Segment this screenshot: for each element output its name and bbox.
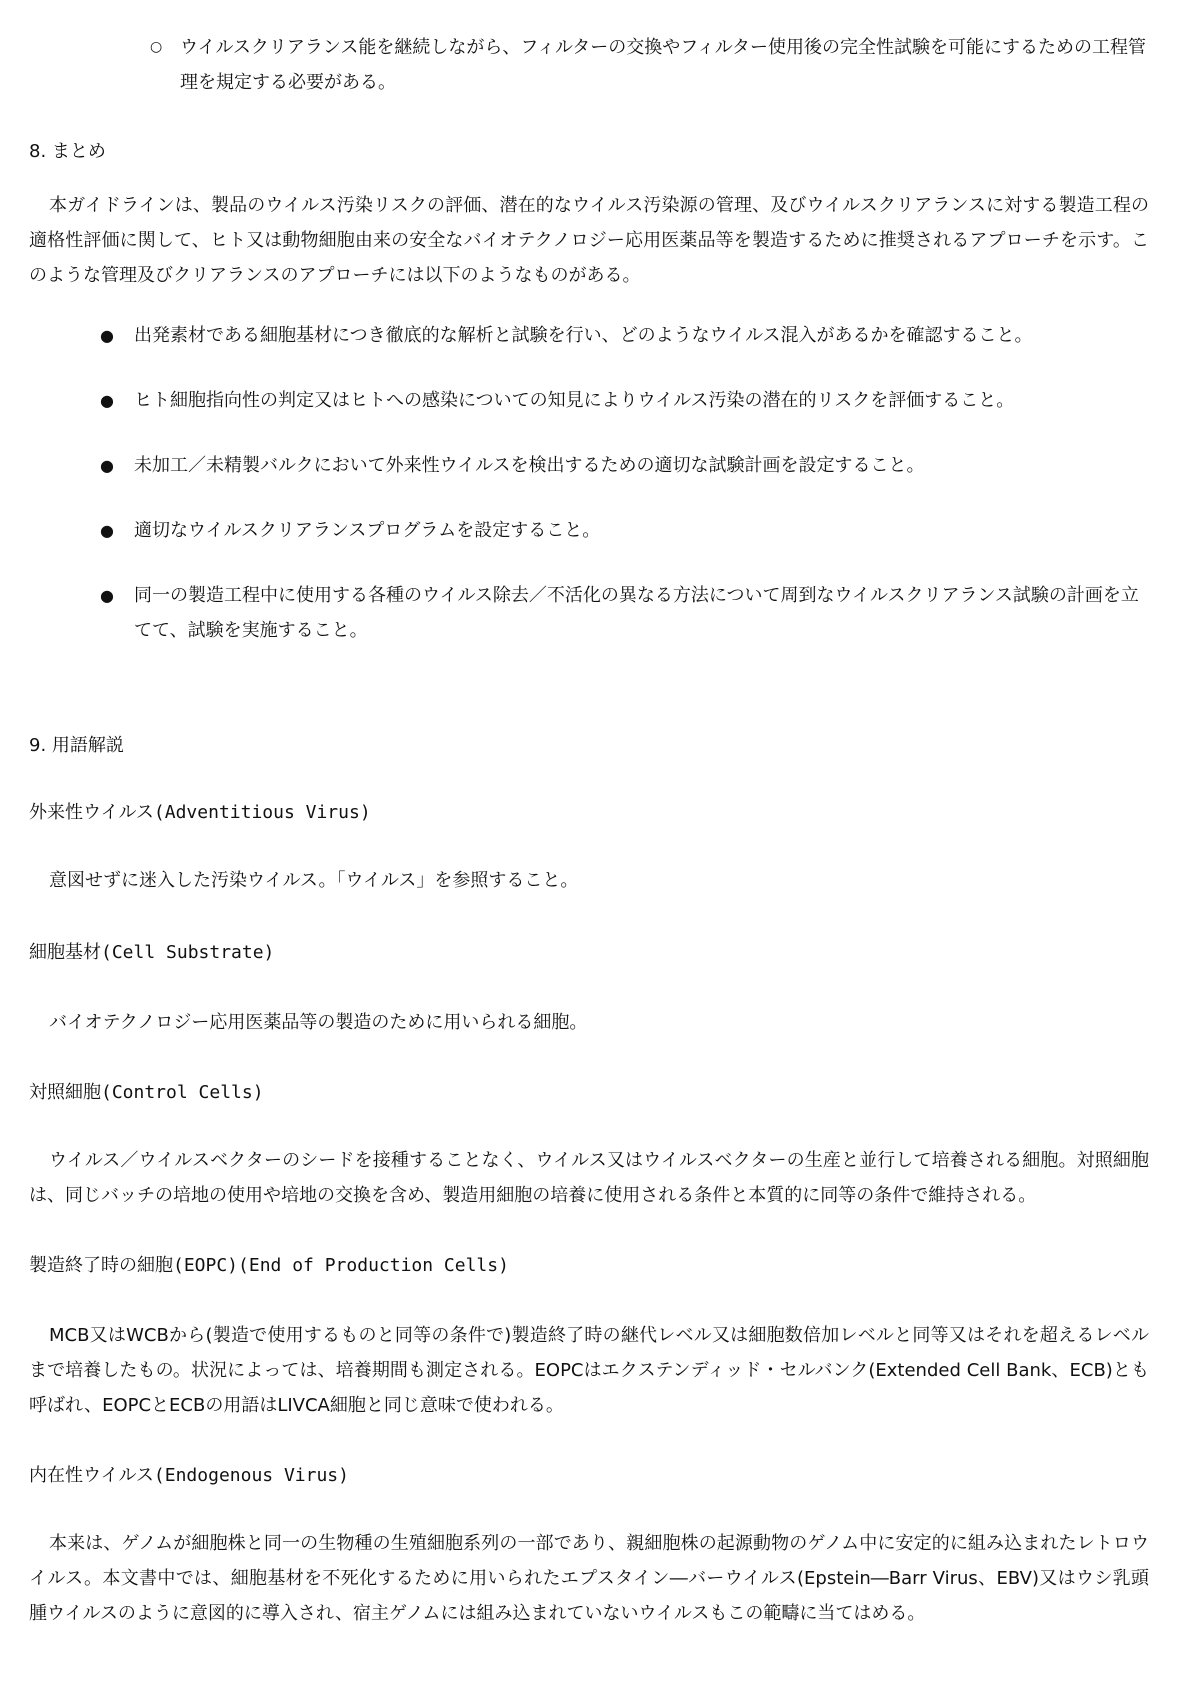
bullet-dot-icon: ● <box>100 391 114 410</box>
bullet-dot-icon: ● <box>100 326 114 345</box>
summary-bullet-text: 未加工／未精製バルクにおいて外来性ウイルスを検出するための適切な試験計画を設定すること。 <box>134 455 925 476</box>
summary-bullet-text: ヒト細胞指向性の判定又はヒトへの感染についての知見によりウイルス汚染の潜在的リスクを評価すること。 <box>134 390 1015 411</box>
summary-bullet-1 <box>100 318 1150 353</box>
term-definition: ウイルス／ウイルスベクターのシードを接種することなく、ウイルス又はウイルスベクターの生産と並行して培養される細胞。対照細胞は、同じバッチの培地の使用や培地の交換を含め、製造用細胞の培養に使用される条件と本質的に同等の条件で維持される。 <box>29 1150 1149 1206</box>
circle-bullet-icon: ○ <box>150 39 163 55</box>
summary-bullet-4 <box>100 513 1150 548</box>
term-definition: MCB又はWCBから(製造で使用するものと同等の条件で)製造終了時の継代レベル又は細胞数倍加レベルと同等又はそれを超えるレベルまで培養したもの。状況によっては、培養期間も測定される。EOPCはエクステンディッド・セルバンク(Extended Cell Bank、ECB)とも呼ばれ、EOPCとECBの用語はLIVCA細胞と同じ意味で使われる。 <box>29 1325 1149 1416</box>
term-definition: 本来は、ゲノムが細胞株と同一の生物種の生殖細胞系列の一部であり、親細胞株の起源動物のゲノム中に安定的に組み込まれたレトロウイルス。本文書中では、細胞基材を不死化するために用いられたエプスタイン―バーウイルス(Epstein―Barr Virus、EBV)又はウシ乳頭腫ウイルスのように意図的に導入され、宿主ゲノムには組み込まれていないウイルスもこの範疇に当てはめる。 <box>29 1533 1149 1624</box>
term-definition: バイオテクノロジー応用医薬品等の製造のために用いられる細胞。 <box>49 1012 588 1033</box>
section-8-heading: 8. まとめ <box>29 141 106 162</box>
summary-bullet-2 <box>100 383 1150 418</box>
section-8-intro: 本ガイドラインは、製品のウイルス汚染リスクの評価、潜在的なウイルス汚染源の管理、及びウイルスクリアランスに対する製造工程の適格性評価に関して、ヒト又は動物細胞由来の安全なバイオテクノロジー応用医薬品等を製造するために推奨されるアプローチを示す。このような管理及びクリアランスのアプローチには以下のようなものがある。 <box>29 195 1149 286</box>
term-title: 細胞基材(Cell Substrate) <box>29 942 275 963</box>
sub-list-item <box>150 30 1150 100</box>
term-title: 内在性ウイルス(Endogenous Virus) <box>29 1465 349 1486</box>
bullet-dot-icon: ● <box>100 586 114 605</box>
bullet-dot-icon: ● <box>100 456 114 475</box>
term-definition: 意図せずに迷入した汚染ウイルス。「ウイルス」を参照すること。 <box>49 870 579 891</box>
term-title: 外来性ウイルス(Adventitious Virus) <box>29 802 371 823</box>
summary-bullet-text: 出発素材である細胞基材につき徹底的な解析と試験を行い、どのようなウイルス混入があるかを確認すること。 <box>134 325 1033 346</box>
sub-list-item-text: ウイルスクリアランス能を継続しながら、フィルターの交換やフィルター使用後の完全性試験を可能にするための工程管理を規定する必要がある。 <box>180 37 1147 93</box>
summary-bullet-text: 適切なウイルスクリアランスプログラムを設定すること。 <box>134 520 601 541</box>
section-9-heading: 9. 用語解説 <box>29 735 124 756</box>
term-title: 対照細胞(Control Cells) <box>29 1082 264 1103</box>
term-title: 製造終了時の細胞(EOPC)(End of Production Cells) <box>29 1255 509 1276</box>
bullet-dot-icon: ● <box>100 521 114 540</box>
summary-bullet-3 <box>100 448 1150 483</box>
summary-bullet-5 <box>100 578 1150 648</box>
summary-bullet-text: 同一の製造工程中に使用する各種のウイルス除去／不活化の異なる方法について周到なウイルスクリアランス試験の計画を立てて、試験を実施すること。 <box>134 585 1139 641</box>
